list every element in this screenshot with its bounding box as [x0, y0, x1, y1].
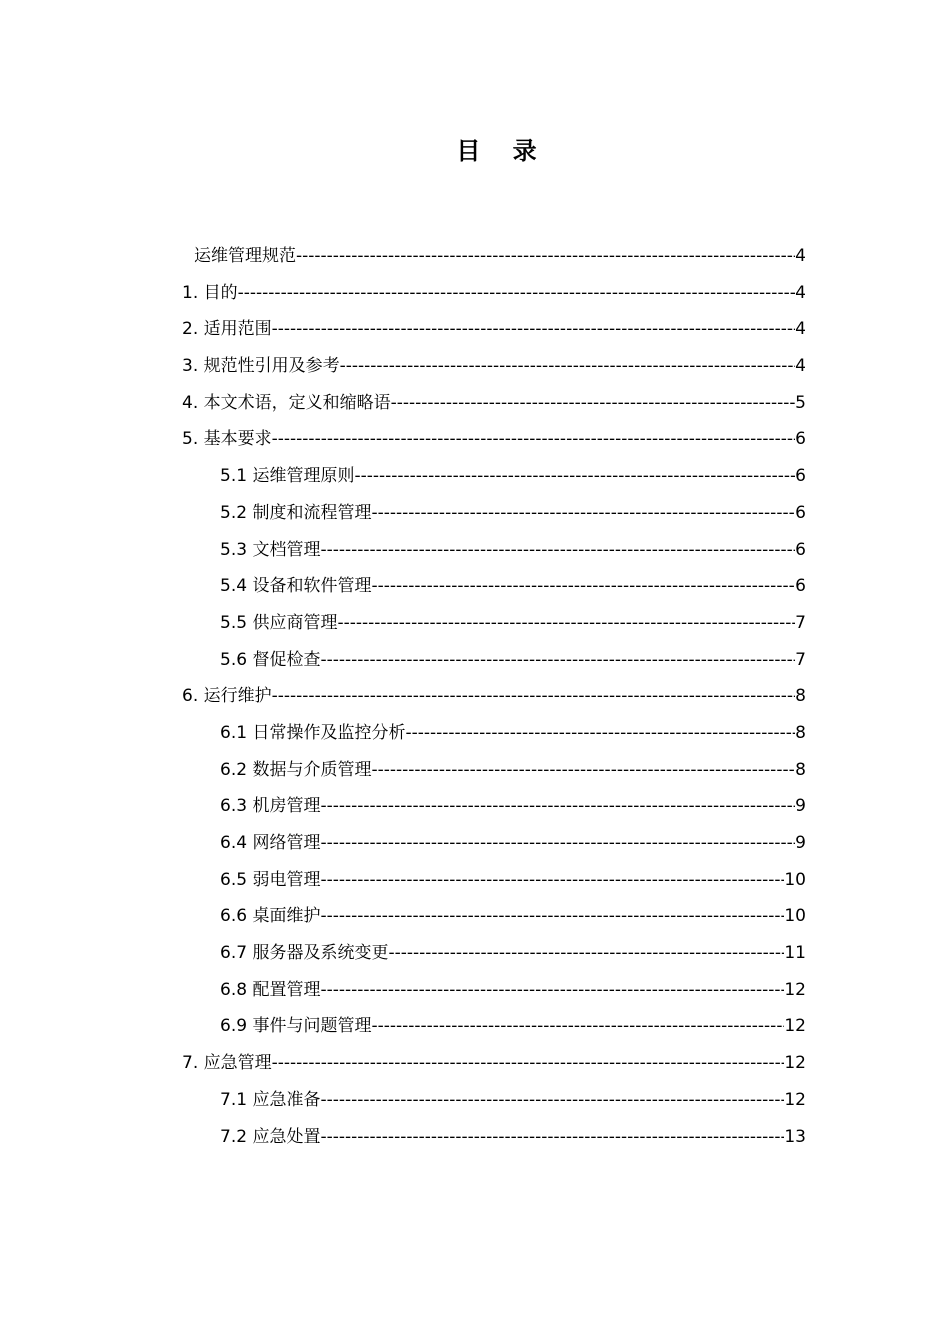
toc-page-number: 6 — [795, 576, 806, 597]
toc-entry-text: 6.7 服务器及系统变更 — [220, 943, 389, 964]
toc-entry[interactable] — [182, 678, 806, 715]
toc-entry[interactable] — [182, 935, 806, 972]
toc-leader — [391, 385, 796, 422]
toc-entry-text: 1. 目的 — [182, 282, 238, 303]
toc-page-number: 8 — [795, 722, 806, 743]
toc-entry-text: 7.1 应急准备 — [220, 1089, 321, 1110]
toc-entry[interactable] — [182, 752, 806, 789]
toc-entry-text: 5.6 督促检查 — [220, 649, 321, 670]
toc-leader — [320, 1119, 784, 1156]
toc-entry[interactable] — [182, 385, 806, 422]
toc-page-number: 12 — [784, 1053, 806, 1074]
toc-leader — [320, 532, 795, 569]
toc-entry[interactable] — [182, 275, 806, 312]
toc-entry-text: 6.6 桌面维护 — [220, 906, 321, 927]
toc-leader — [371, 752, 795, 789]
toc-page-number: 4 — [795, 319, 806, 340]
toc-entry[interactable] — [182, 862, 806, 899]
toc-entry[interactable] — [182, 238, 806, 275]
toc-leader — [371, 568, 795, 605]
toc-page-number: 4 — [795, 282, 806, 303]
toc-leader — [272, 421, 796, 458]
toc-page-number: 10 — [784, 869, 806, 890]
toc-page-number: 9 — [795, 796, 806, 817]
toc-entry-text: 5. 基本要求 — [182, 429, 272, 450]
toc-leader — [320, 898, 784, 935]
toc-entry-text: 5.2 制度和流程管理 — [220, 502, 372, 523]
toc-page-number: 6 — [795, 539, 806, 560]
toc-entry-text: 3. 规范性引用及参考 — [182, 356, 340, 377]
toc-entry[interactable] — [182, 972, 806, 1009]
toc-page-number: 13 — [784, 1126, 806, 1147]
toc-list — [182, 238, 806, 1155]
toc-page-number: 10 — [784, 906, 806, 927]
toc-entry[interactable] — [182, 1119, 806, 1156]
toc-entry[interactable] — [182, 458, 806, 495]
toc-entry[interactable] — [182, 311, 806, 348]
toc-entry-text: 5.3 文档管理 — [220, 539, 321, 560]
toc-title: 目 录 — [456, 137, 549, 165]
toc-page-number: 8 — [795, 759, 806, 780]
toc-entry[interactable] — [182, 715, 806, 752]
toc-leader — [371, 1008, 784, 1045]
toc-entry[interactable] — [182, 348, 806, 385]
toc-leader — [320, 862, 784, 899]
toc-leader — [337, 605, 795, 642]
toc-entry-text: 6.1 日常操作及监控分析 — [220, 722, 406, 743]
toc-page-number: 6 — [795, 466, 806, 487]
toc-entry[interactable] — [182, 605, 806, 642]
toc-entry-text: 4. 本文术语，定义和缩略语 — [182, 392, 391, 413]
toc-page-number: 4 — [795, 356, 806, 377]
toc-page-number: 4 — [795, 246, 806, 266]
toc-entry-text: 运维管理规范 — [194, 246, 296, 266]
toc-page-number: 5 — [795, 392, 806, 413]
toc-leader — [354, 458, 795, 495]
toc-entry-text: 6.2 数据与介质管理 — [220, 759, 372, 780]
toc-page-number: 12 — [784, 1016, 806, 1037]
toc-page-number: 7 — [795, 612, 806, 633]
toc-entry[interactable] — [182, 495, 806, 532]
toc-entry-text: 5.4 设备和软件管理 — [220, 576, 372, 597]
toc-page-number: 6 — [795, 429, 806, 450]
toc-entry-text: 7. 应急管理 — [182, 1053, 272, 1074]
toc-leader — [320, 642, 795, 679]
toc-entry[interactable] — [182, 1008, 806, 1045]
toc-entry-text: 6. 运行维护 — [182, 686, 272, 707]
toc-entry-text: 6.5 弱电管理 — [220, 869, 321, 890]
toc-entry-text: 6.9 事件与问题管理 — [220, 1016, 372, 1037]
toc-page-number: 12 — [784, 979, 806, 1000]
toc-entry[interactable] — [182, 1045, 806, 1082]
toc-leader — [272, 1045, 785, 1082]
toc-leader — [320, 1082, 784, 1119]
toc-leader — [405, 715, 795, 752]
toc-entry[interactable] — [182, 1082, 806, 1119]
toc-leader — [272, 311, 796, 348]
toc-entry-text: 6.8 配置管理 — [220, 979, 321, 1000]
toc-entry[interactable] — [182, 898, 806, 935]
toc-entry-text: 6.3 机房管理 — [220, 796, 321, 817]
toc-entry-text: 7.2 应急处置 — [220, 1126, 321, 1147]
toc-entry[interactable] — [182, 421, 806, 458]
toc-entry-text: 5.1 运维管理原则 — [220, 466, 355, 487]
toc-page-number: 9 — [795, 833, 806, 853]
toc-entry[interactable] — [182, 642, 806, 679]
toc-entry-text: 5.5 供应商管理 — [220, 612, 338, 633]
toc-leader — [388, 935, 784, 972]
toc-entry[interactable] — [182, 568, 806, 605]
toc-page-number: 6 — [795, 502, 806, 523]
toc-leader — [296, 238, 795, 275]
toc-page-number: 8 — [795, 686, 806, 707]
toc-entry[interactable] — [182, 532, 806, 569]
toc-leader — [320, 972, 784, 1009]
toc-leader — [371, 495, 795, 532]
toc-entry-text: 2. 适用范围 — [182, 319, 272, 340]
toc-entry-text: 6.4 网络管理 — [220, 833, 321, 853]
toc-entry[interactable] — [182, 825, 806, 862]
toc-leader — [320, 825, 795, 862]
toc-page-number: 12 — [784, 1089, 806, 1110]
toc-page-number: 7 — [795, 649, 806, 670]
toc-page-number: 11 — [784, 943, 806, 964]
toc-leader — [238, 275, 796, 312]
toc-leader — [320, 788, 795, 825]
toc-leader — [272, 678, 796, 715]
toc-leader — [340, 348, 796, 385]
toc-entry[interactable] — [182, 788, 806, 825]
